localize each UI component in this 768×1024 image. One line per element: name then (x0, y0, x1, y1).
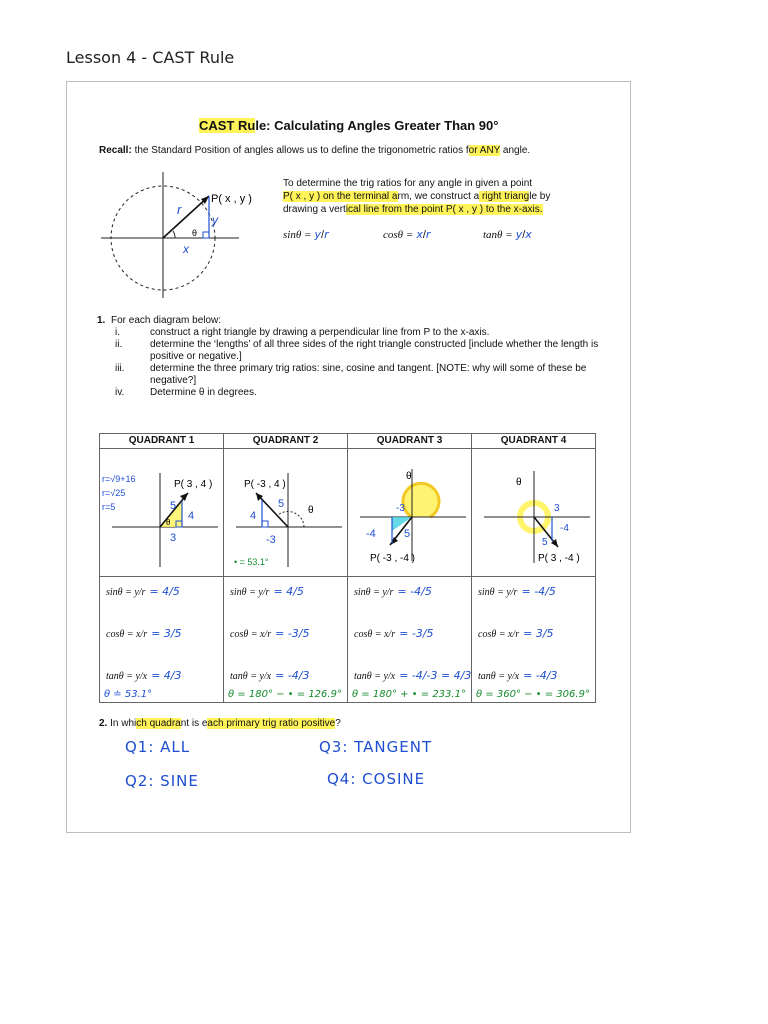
quadrant-2-header: QUADRANT 2 (224, 434, 348, 449)
q1-note: r=√25 (102, 488, 126, 498)
worksheet (66, 81, 631, 833)
q2-ref-note: • = 53.1° (234, 557, 269, 567)
quadrant-4-header: QUADRANT 4 (472, 434, 596, 449)
quadrant-header-row (100, 434, 596, 449)
q2-r-label: 5 (278, 498, 285, 510)
item-num: ii. (115, 339, 123, 350)
cos-formula-den: r (425, 228, 431, 241)
q2-sin (230, 585, 304, 598)
heading-rest: le: Calculating Angles Greater Than 90° (255, 118, 499, 133)
standard-position-diagram (97, 170, 252, 300)
q3-cos-hw: = -3/5 (399, 627, 434, 640)
sin-formula-den: r (324, 228, 329, 241)
q1-note: r=√9+16 (102, 474, 136, 484)
recall-highlight: or ANY (468, 145, 501, 156)
intro-line-2-hl-c: right triang (479, 191, 530, 202)
q1-r-label: 5 (170, 500, 177, 512)
quadrant-3-ratios (348, 577, 472, 703)
main-theta-label: θ (192, 228, 198, 238)
item-num: i. (115, 327, 120, 338)
q2-sin-text: sinθ = y/r (230, 587, 270, 598)
item-text: Determine θ in degrees. (150, 387, 257, 398)
q4-cos (478, 627, 554, 640)
intro-line-2-b: rm, we construct a (397, 191, 480, 202)
item-text: determine the three primary trig ratios: sine, cosine and tangent. [NOTE: why will some of these be negative?] (150, 363, 587, 386)
q1-tan-hw: = 4/3 (151, 669, 182, 682)
q1-cos (106, 627, 182, 640)
q4-sin-hw: = -4/5 (521, 585, 556, 598)
q1-point: P( 3 , 4 ) (174, 479, 213, 490)
question-1 (97, 315, 607, 399)
cos-formula-label: cosθ = (383, 229, 414, 241)
answer-q2: Q2: SINE (125, 772, 199, 790)
q1-tan-text: tanθ = y/x (106, 671, 148, 682)
intro-line-2-hl-a: P( x , y ) on the terminal a (283, 191, 398, 202)
q4-cos-text: cosθ = x/r (478, 629, 520, 640)
question-2 (99, 718, 341, 729)
q4-cos-hw: = 3/5 (523, 627, 554, 640)
quadrant-1-svg (100, 449, 224, 571)
q2-cos-hw: = -3/5 (275, 627, 310, 640)
q4-y-label: -4 (560, 523, 569, 534)
question-1-item (97, 327, 607, 339)
answer-q4: Q4: COSINE (327, 770, 426, 788)
question-2-number: 2. (99, 718, 108, 729)
cos-formula-num: x (416, 228, 423, 241)
main-x-label: x (183, 242, 189, 256)
quadrant-2-diagram (224, 449, 348, 577)
item-text: determine the ‘lengths’ of all three sides of the right triangle constructed [include whether the length is positive or negative.] (150, 339, 599, 362)
q4-sin (478, 585, 556, 598)
q3-r-label: 5 (404, 528, 411, 540)
q3-y-label: -4 (366, 528, 376, 540)
q3-sin-hw: = -4/5 (397, 585, 432, 598)
question-1-prompt (97, 315, 607, 327)
intro-line-3 (283, 203, 613, 216)
recall-label: Recall: (99, 145, 132, 156)
recall-body: the Standard Position of angles allows us to define the trigonometric ratios f (131, 145, 469, 156)
intro-line-3-hl-b: ical line from the point P( x , y ) to the x-axis. (345, 204, 543, 215)
question-1-prompt-text: For each diagram below: (111, 315, 222, 326)
quadrant-2-svg (224, 449, 348, 571)
tan-formula-label: tanθ = (483, 229, 513, 241)
cos-formula: cosθ = x/r (383, 228, 431, 241)
q3-sin (354, 585, 432, 598)
main-y-label: y (212, 213, 218, 227)
quadrant-2-ratios (224, 577, 348, 703)
worksheet-heading (199, 118, 498, 133)
quadrant-diagram-row (100, 449, 596, 577)
q2-answer: θ = 180° − • = 126.9° (228, 689, 342, 700)
q1-y-label: 4 (188, 510, 195, 522)
q1-x-label: 3 (170, 532, 177, 544)
q1-cos-hw: = 3/5 (151, 627, 182, 640)
question-2-part: ? (335, 718, 341, 729)
q3-point: P( -3 , -4 ) (370, 553, 416, 564)
q4-theta: θ (516, 477, 522, 488)
q3-x-label: -3 (396, 503, 405, 514)
tan-formula-num: y (515, 228, 523, 241)
q4-r-label: 5 (542, 537, 548, 548)
q1-note: r=5 (102, 502, 116, 512)
q1-cos-text: cosθ = x/r (106, 629, 148, 640)
q2-x-label: -3 (266, 534, 276, 546)
quadrant-1-ratios (100, 577, 224, 703)
quadrant-ratio-row (100, 577, 596, 703)
sin-formula-num: y (314, 228, 321, 241)
q4-x-label: 3 (554, 503, 560, 514)
q3-cos (354, 627, 434, 640)
tan-formula: tanθ = y/x (483, 228, 532, 241)
q4-sin-text: sinθ = y/r (478, 587, 518, 598)
sin-formula: sinθ = y/r (283, 228, 329, 241)
q1-tan (106, 669, 182, 682)
question-2-part: In whi (107, 718, 137, 729)
q2-y-label: 4 (250, 510, 257, 522)
q3-tan (354, 669, 471, 682)
q4-answer: θ = 360° − • = 306.9° (476, 689, 590, 700)
q2-theta: θ (308, 505, 314, 516)
item-num: iv. (115, 387, 125, 398)
q4-tan-hw: = -4/3 (523, 669, 558, 682)
intro-line-3-a: drawing a vert (283, 204, 346, 215)
q3-tan-hw: = -4/-3 = 4/3 (399, 669, 472, 682)
q1-theta: θ (166, 518, 171, 527)
q1-sin-text: sinθ = y/r (106, 587, 146, 598)
quadrant-3-diagram (348, 449, 472, 577)
question-2-hl: ach primary trig ratio positive (207, 718, 336, 729)
main-r-label: r (177, 202, 182, 217)
answer-q3: Q3: TANGENT (319, 738, 433, 756)
quadrant-table (99, 433, 596, 703)
q4-tan (478, 669, 557, 682)
heading-highlight: CAST Ru (199, 118, 256, 133)
quadrant-4-diagram (472, 449, 596, 577)
q2-tan (230, 669, 309, 682)
recall-text (99, 145, 530, 156)
q2-cos-text: cosθ = x/r (230, 629, 272, 640)
q4-tan-text: tanθ = y/x (478, 671, 520, 682)
q2-point: P( -3 , 4 ) (244, 479, 286, 490)
q1-sin (106, 585, 180, 598)
q2-sin-hw: = 4/5 (273, 585, 304, 598)
quadrant-3-svg (348, 449, 472, 571)
question-2-part: nt is e (180, 718, 208, 729)
q1-answer: θ ≐ 53.1° (104, 689, 153, 700)
q1-sin-hw: = 4/5 (149, 585, 180, 598)
q3-sin-text: sinθ = y/r (354, 587, 394, 598)
intro-line-2-d: le by (529, 191, 551, 202)
question-1-number: 1. (97, 315, 106, 326)
q3-answer: θ = 180° + • = 233.1° (352, 689, 466, 700)
quadrant-1-diagram (100, 449, 224, 577)
tan-formula-den: x (525, 228, 532, 241)
question-1-item (97, 363, 607, 387)
intro-line-1: To determine the trig ratios for any angle in given a point (283, 178, 533, 189)
question-2-hl: ch quadra (136, 718, 181, 729)
q3-cos-text: cosθ = x/r (354, 629, 396, 640)
q2-cos (230, 627, 310, 640)
intro-text (283, 177, 613, 216)
q3-tan-text: tanθ = y/x (354, 671, 396, 682)
q4-point: P( 3 , -4 ) (538, 553, 580, 564)
item-text: construct a right triangle by drawing a perpendicular line from P to the x-axis. (150, 327, 490, 338)
quadrant-4-svg (472, 449, 596, 571)
q3-theta: θ (406, 471, 412, 482)
quadrant-1-header: QUADRANT 1 (100, 434, 224, 449)
intro-line-2 (283, 190, 613, 203)
main-point-label: P( x , y ) (211, 193, 252, 205)
page-title: Lesson 4 - CAST Rule (66, 48, 235, 67)
q2-tan-text: tanθ = y/x (230, 671, 272, 682)
recall-end: angle. (500, 145, 531, 156)
item-num: iii. (115, 363, 125, 374)
sin-formula-label: sinθ = (283, 229, 312, 241)
q2-tan-hw: = -4/3 (275, 669, 310, 682)
answer-q1: Q1: ALL (125, 738, 191, 756)
quadrant-4-ratios (472, 577, 596, 703)
question-1-item (97, 387, 607, 399)
quadrant-3-header: QUADRANT 3 (348, 434, 472, 449)
question-1-item (97, 339, 607, 363)
